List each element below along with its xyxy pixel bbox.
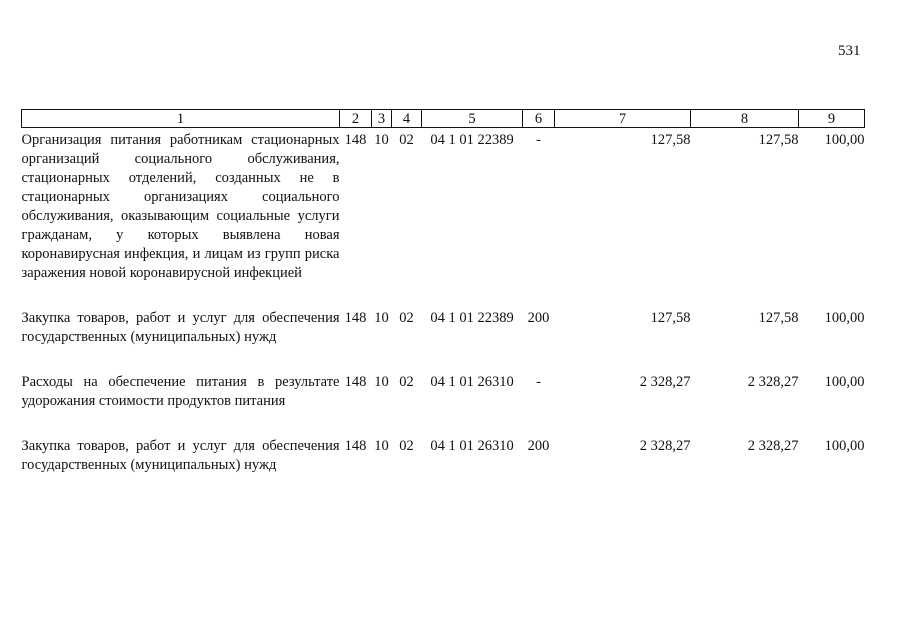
row-expense-type: - [536,132,541,148]
row-percent: 100,00 [824,310,865,326]
row-value-8: 127,58 [758,132,799,148]
row-percent: 100,00 [824,132,865,148]
row-subsection-code: 02 [399,310,414,326]
header-cell: 3 [372,110,392,128]
budget-table [21,109,865,475]
row-percent: 100,00 [824,374,865,390]
row-chapter-code: 148 [344,438,367,454]
row-expense-type: 200 [527,310,550,326]
row-value-8: 2 328,27 [747,438,799,454]
header-cell: 5 [422,110,523,128]
row-value-8: 127,58 [758,310,799,326]
row-section-code: 10 [374,310,389,326]
row-target-article: 04 1 01 22389 [430,132,514,148]
row-value-7: 2 328,27 [639,374,691,390]
table-row [22,128,865,284]
header-cell: 4 [392,110,422,128]
row-value-7: 127,58 [650,310,691,326]
row-chapter-code: 148 [344,132,367,148]
row-section-code: 10 [374,132,389,148]
header-cell: 7 [555,110,691,128]
row-chapter-code: 148 [344,310,367,326]
row-description: Закупка товаров, работ и услуг для обеспечения государственных (муниципальных) нужд [21,310,340,345]
row-spacer [22,283,865,306]
row-subsection-code: 02 [399,132,414,148]
header-cell: 2 [340,110,372,128]
row-expense-type: 200 [527,438,550,454]
header-cell: 6 [523,110,555,128]
row-target-article: 04 1 01 26310 [430,374,514,390]
table-row [22,434,865,475]
row-section-code: 10 [374,374,389,390]
row-percent: 100,00 [824,438,865,454]
header-cell: 9 [799,110,865,128]
table-header-row [22,110,865,128]
row-spacer [22,347,865,370]
row-subsection-code: 02 [399,374,414,390]
table-row [22,370,865,411]
row-subsection-code: 02 [399,438,414,454]
row-description: Расходы на обеспечение питания в результате удорожания стоимости продуктов питания [21,374,340,409]
row-description: Организация питания работникам стационарных организаций социального обслуживания, стационарных отделений, созданных не в стационарных организациях социального обслуживания, оказывающим социальные услуги гражданам, у которых выявлена новая коронавирусная инфекция, и лицам из групп риска заражения новой коронавирусной инфекцией [21,132,340,281]
header-cell: 1 [22,110,340,128]
row-target-article: 04 1 01 26310 [430,438,514,454]
table-row [22,306,865,347]
row-expense-type: - [536,374,541,390]
row-description: Закупка товаров, работ и услуг для обеспечения государственных (муниципальных) нужд [21,438,340,473]
page-number: 531 [838,43,861,59]
row-value-7: 127,58 [650,132,691,148]
row-section-code: 10 [374,438,389,454]
row-value-7: 2 328,27 [639,438,691,454]
row-target-article: 04 1 01 22389 [430,310,514,326]
row-spacer [22,411,865,434]
row-value-8: 2 328,27 [747,374,799,390]
row-chapter-code: 148 [344,374,367,390]
header-cell: 8 [691,110,799,128]
